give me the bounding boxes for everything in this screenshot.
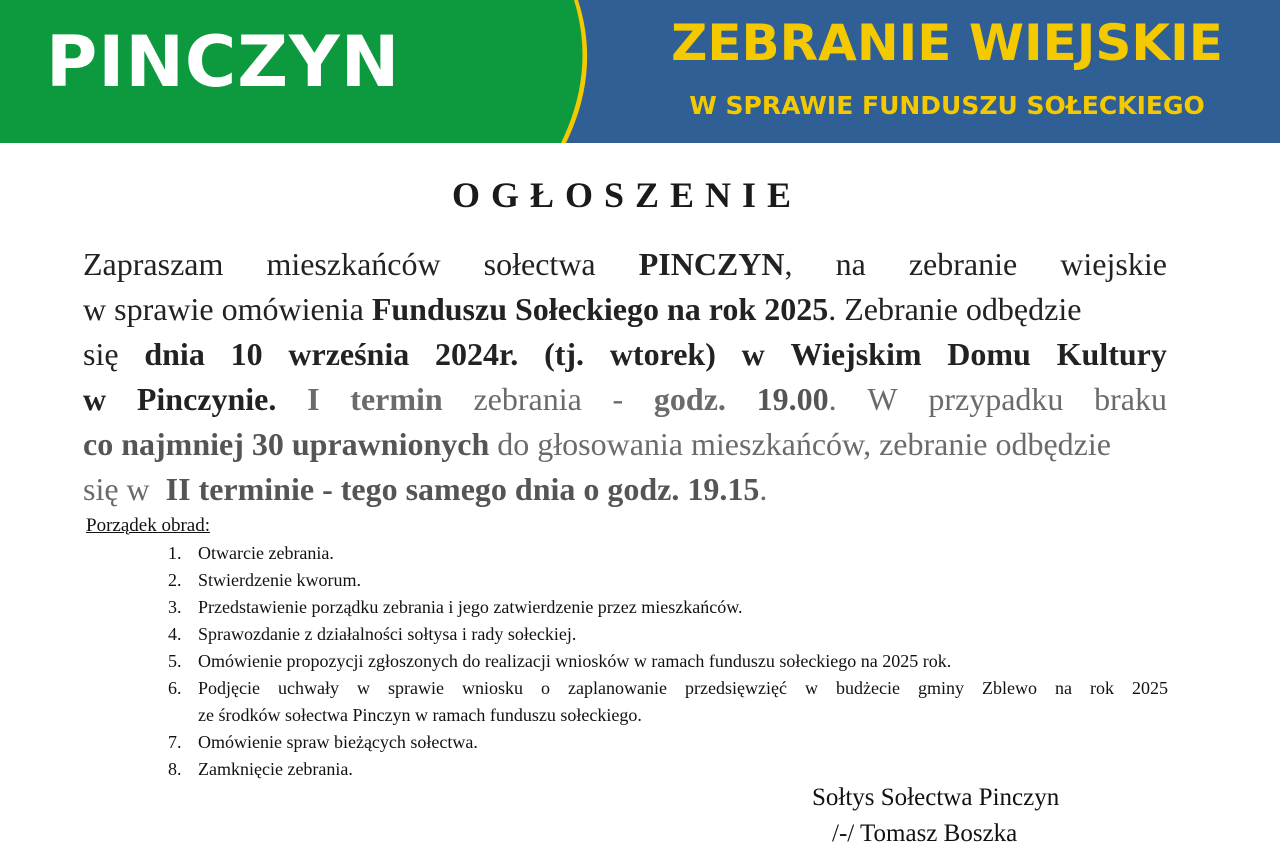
venue-word: Pinczynie.: [136, 381, 277, 417]
agenda-item-number: 7.: [168, 732, 182, 752]
agenda-item-number: 4.: [168, 624, 182, 644]
venue-word: w: [83, 381, 107, 417]
body-word: W: [867, 381, 898, 417]
body-word: braku: [1094, 381, 1167, 417]
agenda-item-text: Omówienie propozycji zgłoszonych do realizacji wniosków w ramach funduszu sołeckiego na 2025 rok.: [198, 651, 952, 671]
agenda-item-text: Przedstawienie porządku zebrania i jego zatwierdzenie przez mieszkańców.: [198, 597, 743, 617]
body-word: Zapraszam: [83, 246, 224, 282]
body-line: [83, 377, 1167, 422]
village-name-bold: PINCZYN: [638, 246, 785, 282]
agenda-item-text: Otwarcie zebrania.: [198, 543, 334, 563]
announcement-heading: OGŁOSZENIE: [451, 175, 803, 215]
agenda-item-number: 5.: [168, 651, 182, 671]
body-word: się: [83, 336, 119, 372]
banner-subtitle: W SPRAWIE FUNDUSZU SOŁECKIEGO: [689, 91, 1205, 120]
agenda-item: [168, 756, 1168, 783]
date-word: 10: [230, 336, 263, 372]
body-word: przypadku: [928, 381, 1064, 417]
venue-word: Kultury: [1056, 336, 1167, 372]
body-word: [757, 377, 837, 422]
body-punct: .: [828, 381, 837, 417]
body-text: [83, 467, 775, 512]
fund-name: Funduszu Sołeckiego na rok 2025: [371, 291, 829, 327]
venue-word: w: [741, 336, 765, 372]
body-line: [83, 332, 1167, 377]
agenda-item: [168, 648, 1168, 675]
header-banner: [0, 0, 1280, 143]
agenda-item-text: Zamknięcie zebrania.: [198, 759, 353, 779]
quorum-text: co najmniej 30 uprawnionych: [83, 426, 490, 462]
body-segment: się w: [83, 471, 158, 507]
date-word: wtorek): [609, 336, 716, 372]
body-word: zebrania: [473, 381, 582, 417]
body-segment: . Zebranie odbędzie: [828, 291, 1082, 327]
body-word: mieszkańców: [266, 246, 441, 282]
agenda-item-number: 6.: [168, 678, 182, 698]
agenda-item-text: Sprawozdanie z działalności sołtysa i rady sołeckiej.: [198, 624, 577, 644]
body-punct: ,: [784, 246, 793, 282]
agenda-list: [168, 540, 1168, 783]
agenda-item: [168, 540, 1168, 567]
body-word: [639, 242, 793, 287]
agenda-item-number: 2.: [168, 570, 182, 590]
banner-title: ZEBRANIE WIEJSKIE: [671, 14, 1223, 72]
body-punct: .: [759, 471, 768, 507]
agenda-item: [168, 675, 1168, 729]
agenda-label: Porządek obrad:: [86, 515, 210, 536]
body-word: sołectwa: [483, 246, 596, 282]
body-word: -: [612, 381, 624, 417]
agenda-item: [168, 729, 1168, 756]
body-segment: do głosowania mieszkańców, zebranie odbędzie: [489, 426, 1111, 462]
body-line: [83, 422, 1167, 467]
date-word: dnia: [144, 336, 205, 372]
body-word: zebranie: [908, 246, 1018, 282]
date-word: (tj.: [544, 336, 585, 372]
date-word: września: [288, 336, 410, 372]
body-line: [83, 287, 1167, 332]
body-line: [83, 242, 1167, 287]
agenda-item-text: Omówienie spraw bieżących sołectwa.: [198, 732, 478, 752]
agenda-item: [168, 594, 1168, 621]
agenda-item-line: ze środków sołectwa Pinczyn w ramach funduszu sołeckiego.: [198, 705, 642, 725]
announcement-body: [83, 242, 1167, 512]
agenda-item: [168, 567, 1168, 594]
venue-word: Wiejskim: [790, 336, 922, 372]
signature-role: Sołtys Sołectwa Pinczyn: [812, 784, 1060, 811]
agenda-item-text: Stwierdzenie kworum.: [198, 570, 361, 590]
body-line: [83, 467, 1167, 512]
second-term-text: II terminie - tego samego dnia o godz. 19.15: [165, 471, 760, 507]
body-text: [83, 422, 1111, 467]
village-name: PINCZYN: [46, 21, 401, 103]
agenda-item-number: 3.: [168, 597, 182, 617]
term-word: I: [307, 381, 320, 417]
term-word: termin: [350, 381, 443, 417]
body-segment: w sprawie omówienia: [83, 291, 372, 327]
body-word: wiejskie: [1060, 246, 1167, 282]
body-word: na: [835, 246, 866, 282]
time-word: godz.: [653, 381, 726, 417]
agenda-item-number: 8.: [168, 759, 182, 779]
time-value: 19.00: [756, 381, 829, 417]
agenda-item-line: Podjęcie uchwały w sprawie wniosku o zaplanowanie przedsięwzięć w budżecie gminy Zblewo na rok 2025: [198, 678, 1168, 698]
agenda-item-text: [198, 675, 1168, 729]
date-word: 2024r.: [435, 336, 519, 372]
venue-word: Domu: [947, 336, 1031, 372]
agenda-item: [168, 621, 1168, 648]
body-text: [83, 287, 1081, 332]
signature-name: /-/ Tomasz Boszka: [832, 820, 1018, 847]
agenda-item-number: 1.: [168, 543, 182, 563]
